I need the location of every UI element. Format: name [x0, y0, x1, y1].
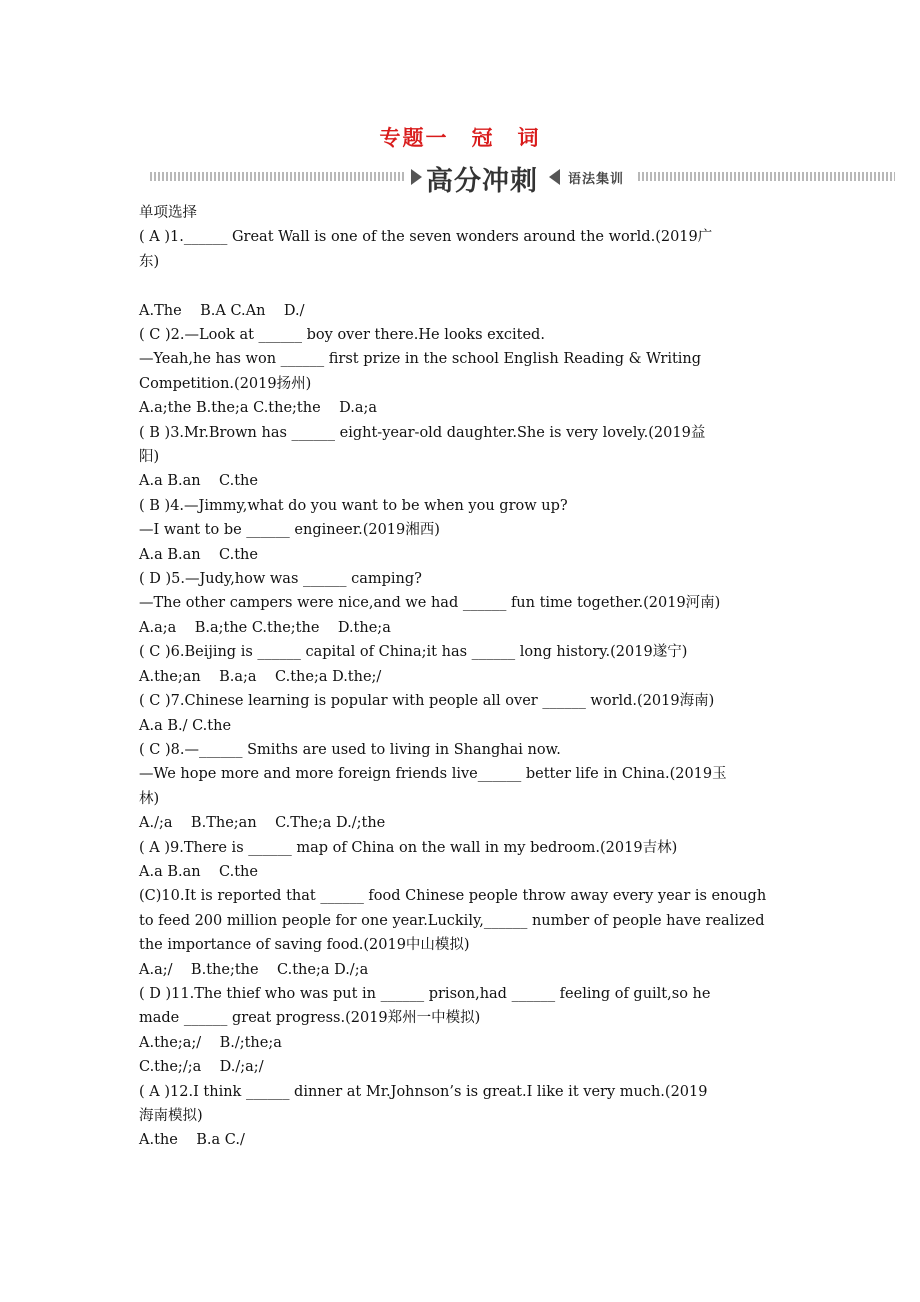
question-line: 阳) [139, 449, 160, 466]
question-line: 海南模拟) [139, 1108, 203, 1125]
page-title: 专题一 冠 词 [379, 126, 541, 150]
question-line: ( A )12.I think ______ dinner at Mr.Johnson’s is great.I like it very much.(2019 [139, 1083, 708, 1100]
question-line: ( C )8.—______ Smiths are used to living in Shanghai now. [139, 741, 561, 758]
question-line: A./;a B.The;an C.The;a D./;the [139, 815, 386, 832]
question-line: ( C )2.—Look at ______ boy over there.He looks excited. [139, 327, 545, 344]
arrow-right-icon [411, 169, 422, 185]
question-line: the importance of saving food.(2019中山模拟) [139, 937, 470, 954]
arrow-left-icon [549, 169, 560, 185]
banner-title: 高分冲刺 [426, 166, 538, 197]
question-line: ( C )7.Chinese learning is popular with people all over ______ world.(2019海南) [139, 693, 715, 710]
banner-subtitle: 语法集训 [568, 172, 625, 187]
blank-line [139, 274, 799, 298]
question-line: —We hope more and more foreign friends live______ better life in China.(2019玉 [139, 766, 727, 783]
question-line: ( C )6.Beijing is ______ capital of China;it has ______ long history.(2019遂宁) [139, 644, 688, 661]
question-line: ( B )3.Mr.Brown has ______ eight-year-old daughter.She is very lovely.(2019益 [139, 424, 706, 441]
question-line: ( D )11.The thief who was put in ______ prison,had ______ feeling of guilt,so he [139, 985, 711, 1002]
question-line: A.the;an B.a;a C.the;a D.the;/ [139, 668, 382, 685]
question-line: A.a B.an C.the [139, 473, 258, 490]
question-line: A.the B.a C./ [139, 1132, 245, 1149]
question-line: A.a B.an C.the [139, 863, 258, 880]
question-lines [139, 225, 799, 1152]
question-line: A.the;a;/ B./;the;a [139, 1034, 282, 1051]
question-line: A.a;/ B.the;the C.the;a D./;a [139, 961, 369, 978]
banner-right-stripe [638, 172, 895, 181]
question-line: A.a B.an C.the [139, 546, 258, 563]
section-heading: 单项选择 [139, 205, 197, 221]
question-line: ( A )1.______ Great Wall is one of the seven wonders around the world.(2019广 [139, 229, 713, 246]
exercise-body [139, 201, 799, 1153]
question-line: to feed 200 million people for one year.Luckily,______ number of people have realized [139, 912, 765, 929]
question-line: A.a;a B.a;the C.the;the D.the;a [139, 619, 391, 636]
question-line: 林) [139, 790, 160, 807]
question-line: made ______ great progress.(2019郑州一中模拟) [139, 1010, 481, 1027]
section-banner [150, 160, 895, 197]
question-line: ( B )4.—Jimmy,what do you want to be when you grow up? [139, 497, 568, 514]
question-line: —Yeah,he has won ______ first prize in the school English Reading & Writing [139, 351, 702, 368]
question-line: —The other campers were nice,and we had ______ fun time together.(2019河南) [139, 595, 721, 612]
question-line: A.The B.A C.An D./ [139, 302, 305, 319]
question-line: ( A )9.There is ______ map of China on the wall in my bedroom.(2019吉林) [139, 839, 678, 856]
question-line: A.a B./ C.the [139, 717, 232, 734]
question-line: C.the;/;a D./;a;/ [139, 1059, 264, 1076]
question-line: (C)10.It is reported that ______ food Chinese people throw away every year is enough [139, 888, 767, 905]
question-line: ( D )5.—Judy,how was ______ camping? [139, 571, 422, 588]
question-line: 东) [139, 253, 160, 270]
question-line: Competition.(2019扬州) [139, 375, 312, 392]
banner-left-stripe [150, 172, 405, 181]
question-line: —I want to be ______ engineer.(2019湘西) [139, 522, 440, 539]
question-line: A.a;the B.the;a C.the;the D.a;a [139, 400, 378, 417]
